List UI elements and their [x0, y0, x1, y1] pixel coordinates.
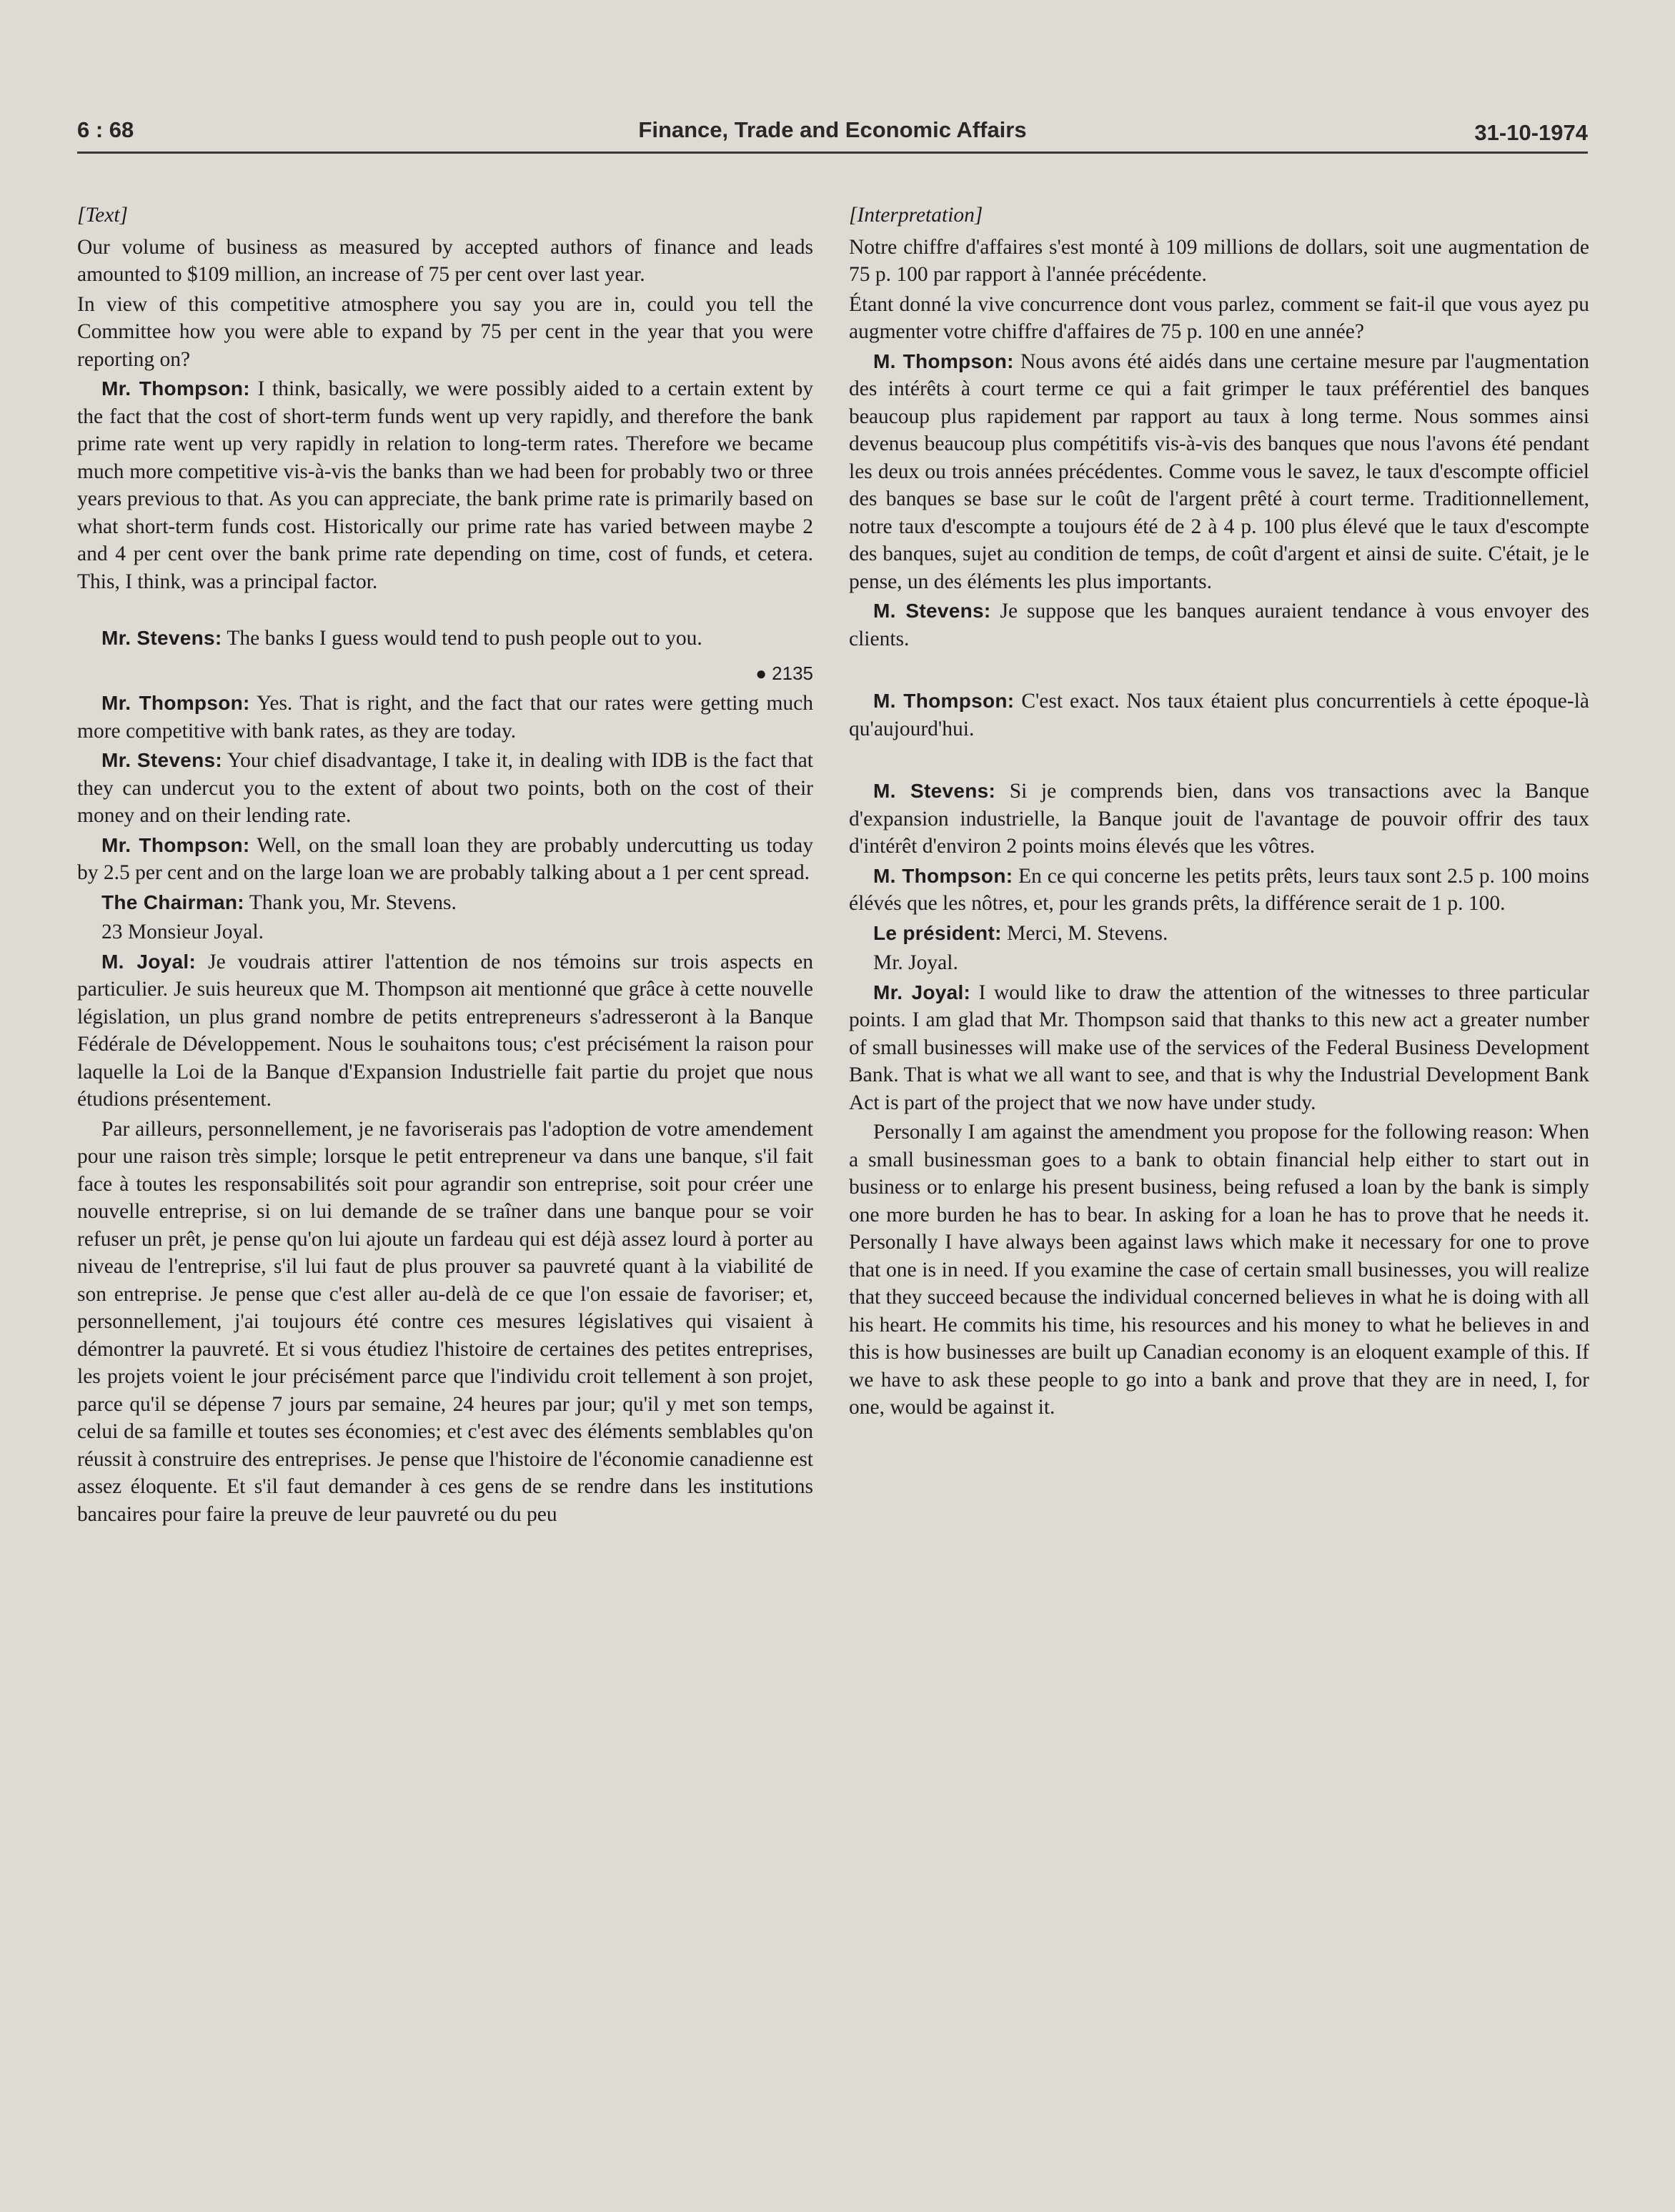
paragraph: Par ailleurs, personnellement, je ne favoriserais pas l'adoption de votre amendement pour une raison très simple; lorsque le petit entrepreneur va dans une banque, s'il fait face à toutes les responsabilités soit pour agrandir son entreprise, soit pour créer une nouvelle entreprise, si on lui demande de se traîner dans une banque pour se voir refuser un prêt, je pense qu'on lui ajoute un fardeau qui est déjà assez lourd à porter au niveau de l'entreprise, s'il lui faut de plus prouver sa pauvreté quant à la viabilité de son entreprise. Je pense que c'est aller au-delà de ce que l'on essaie de favoriser; et, personnellement, j'ai toujours été contre ces mesures législatives qui visaient à démontrer la pauvreté. Et si vous étudiez l'histoire de certaines des petites entreprises, les projets voient le jour précisément parce que l'individu croit tellement à son projet, parce qu'il se dépense 7 jours par semaine, 24 heures par jour; qu'il y met son temps, celui de sa famille et toutes ses économies; et c'est avec des éléments semblables qu'on réussit à construire des entreprises. Je pense que l'histoire de l'économie canadienne est assez éloquente. Et s'il faut demander à ces gens de se rendre dans les institutions bancaires pour faire la preuve de leur pauvreté ou du peu — [77, 1117, 813, 1526]
time-marker: ● 2135 — [755, 662, 813, 684]
speaker-name: M. Thompson: — [873, 349, 1014, 372]
paragraph — [77, 889, 813, 917]
speaker-name: Mr. Joyal: — [873, 981, 971, 1003]
paragraph: Étant donné la vive concurrence dont vous parlez, comment se fait-il que vous ayez pu augmenter votre chiffre d'affaires de 75 p. 100 en une année? — [849, 292, 1589, 343]
language-tag: [Text] — [77, 204, 129, 227]
right-column — [849, 202, 1589, 1424]
speech-text: Si je comprends bien, dans vos transactions avec la Banque d'expansion industrielle, la Banque jouit de l'avantage de pouvoir offrir des taux d'intérêt d'environ 2 points moins élevés que les vôtres. — [849, 780, 1589, 858]
speech-text: Your chief disadvantage, I take it, in dealing with IDB is the fact that they can undercut you to the extent of about two points, both on the cost of their money and on their lending rate. — [77, 749, 813, 827]
speaker-name: Le président: — [873, 921, 1002, 944]
speaker-name: Mr. Stevens: — [101, 627, 222, 649]
speaker-name: The Chairman: — [101, 891, 244, 913]
speaker-name: M. Thompson: — [873, 690, 1015, 712]
paragraph — [77, 375, 813, 595]
speech-text: Nous avons été aidés dans une certaine mesure par l'augmentation des intérêts à court terme ce qui a fait grimper le taux préférentiel des banques beaucoup plus rapidement par rapport au taux à long terme. Nous sommes ainsi devenus beaucoup plus compétitifs vis-à-vis des banques que nous l'avons été pendant les deux ou trois années précédentes. Comme vous le savez, le taux d'escompte officiel des banques se base sur le coût de l'argent prêté à court terme. Traditionnellement, notre taux d'escompte a toujours été de 2 à 4 p. 100 plus élevé que le taux d'escompte des banques, sujet au condition de temps, de coût d'argent et ainsi de suite. C'était, je le pense, un des éléments les plus importants. — [849, 349, 1589, 593]
paragraph — [849, 348, 1589, 596]
speaker-name: Mr. Thompson: — [101, 377, 250, 400]
speaker-name: Mr. Thompson: — [101, 833, 250, 856]
page-header — [77, 114, 1588, 154]
paragraph: Personally I am against the amendment you propose for the following reason: When a small businessman goes to a bank to obtain financial help either to start out in business or to enlarge his present business, being refused a loan by the bank is simply one more burden he has to bear. In asking for a loan he has to prove that he needs it. Personally I have always been against laws which make it necessary for one to prove that one is in need. If you examine the case of certain small businesses, you will realize that they succeed because the individual concerned believes in what he is doing with all his heart. He commits his time, his resources and his money to what he believes in and this is how businesses are built up Canadian economy is an eloquent example of this. If we have to ask these people to go into a bank and prove that they are in need, I, for one, would be against it. — [849, 1121, 1589, 1419]
speech-text: C'est exact. Nos taux étaient plus concurrentiels à cette époque-là qu'aujourd'hui. — [849, 690, 1589, 740]
left-column — [77, 202, 813, 1530]
speech-text: The banks I guess would tend to push people out to you. — [222, 627, 702, 650]
paragraph — [849, 979, 1589, 1117]
paragraph — [77, 832, 813, 887]
paragraph — [849, 863, 1589, 918]
speaker-name: Mr. Stevens: — [101, 749, 223, 771]
paragraph — [849, 688, 1589, 743]
page-number: 6 : 68 — [77, 117, 134, 142]
speech-text: Merci, M. Stevens. — [1001, 921, 1168, 945]
speech-text: I think, basically, we were possibly aided to a certain extent by the fact that the cost of short-term funds went up very rapidly, and therefore the bank prime rate went up very rapidly in relation to long-term rates. Therefore we became much more competitive vis-à-vis the banks than we had been for probably two or three years previous to that. As you can appreciate, the bank prime rate is primarily based on what short-term funds cost. Historically our prime rate has varied between maybe 2 and 4 per cent over the bank prime rate depending on time, cost of funds, et cetera. This, I think, was a principal factor. — [77, 377, 813, 593]
paragraph — [77, 625, 813, 653]
speech-text: Thank you, Mr. Stevens. — [244, 891, 457, 914]
paragraph — [849, 778, 1589, 861]
speaker-name: M. Thompson: — [873, 864, 1013, 887]
paragraph — [77, 948, 813, 1114]
header-date: 31-10-1974 — [1474, 120, 1588, 145]
speech-text: Yes. That is right, and the fact that our rates were getting much more competitive with bank rates, as they are today. — [77, 692, 813, 743]
speaker-name: M. Stevens: — [873, 600, 991, 622]
quoted-passage: Notre chiffre d'affaires s'est monté à 109 millions de dollars, soit une augmentation de 75 p. 100 par rapport à l'année précédente. — [849, 235, 1589, 286]
paragraph — [849, 920, 1589, 948]
speech-text: Je voudrais attirer l'attention de nos témoins sur trois aspects en particulier. Je suis heureux que M. Thompson ait mentionné que grâce à cette nouvelle législation, un plus grand nombre de petits entrepreneurs s'adresseront à la Banque Fédérale de Développement. Nous le souhaitons tous; c'est précisément la raison pour laquelle la Loi de la Banque d'Expansion Industrielle fait partie du projet que nous étudions présentement. — [77, 950, 813, 1111]
speaker-name: M. Stevens: — [873, 780, 996, 802]
speech-text: En ce qui concerne les petits prêts, leurs taux sont 2.5 p. 100 moins élévés que les nôtres, et, pour les grands prêts, la différence serait de 1 p. 100. — [849, 864, 1589, 915]
paragraph — [849, 597, 1589, 653]
quoted-passage: Our volume of business as measured by accepted authors of finance and leads amounted to $109 million, an increase of 75 per cent over last year. — [77, 235, 813, 286]
speaker-name: M. Joyal: — [101, 950, 197, 973]
running-title: Finance, Trade and Economic Affairs — [638, 117, 1027, 142]
paragraph: Mr. Joyal. — [873, 951, 958, 974]
speech-text: Well, on the small loan they are probably undercutting us today by 2.5 per cent and on the large loan we are probably talking about a 1 per cent spread. — [77, 833, 813, 884]
speech-text: I would like to draw the attention of the witnesses to three particular points. I am glad that Mr. Thompson said that thanks to this new act a greater number of small businesses will make use of the services of the Federal Business Development Bank. That is what we all want to see, and that is why the Industrial Development Bank Act is part of the project that we now have under study. — [849, 981, 1589, 1114]
paragraph: In view of this competitive atmosphere you say you are in, could you tell the Committee how you were able to expand by 75 per cent in the year that you were reporting on? — [77, 292, 813, 371]
language-tag: [Interpretation] — [849, 204, 983, 227]
paragraph — [77, 747, 813, 830]
speaker-name: Mr. Thompson: — [101, 692, 250, 714]
speech-text: Je suppose que les banques auraient tendance à vous envoyer des clients. — [849, 600, 1589, 650]
paragraph: 23 Monsieur Joyal. — [101, 921, 264, 943]
paragraph — [77, 690, 813, 745]
